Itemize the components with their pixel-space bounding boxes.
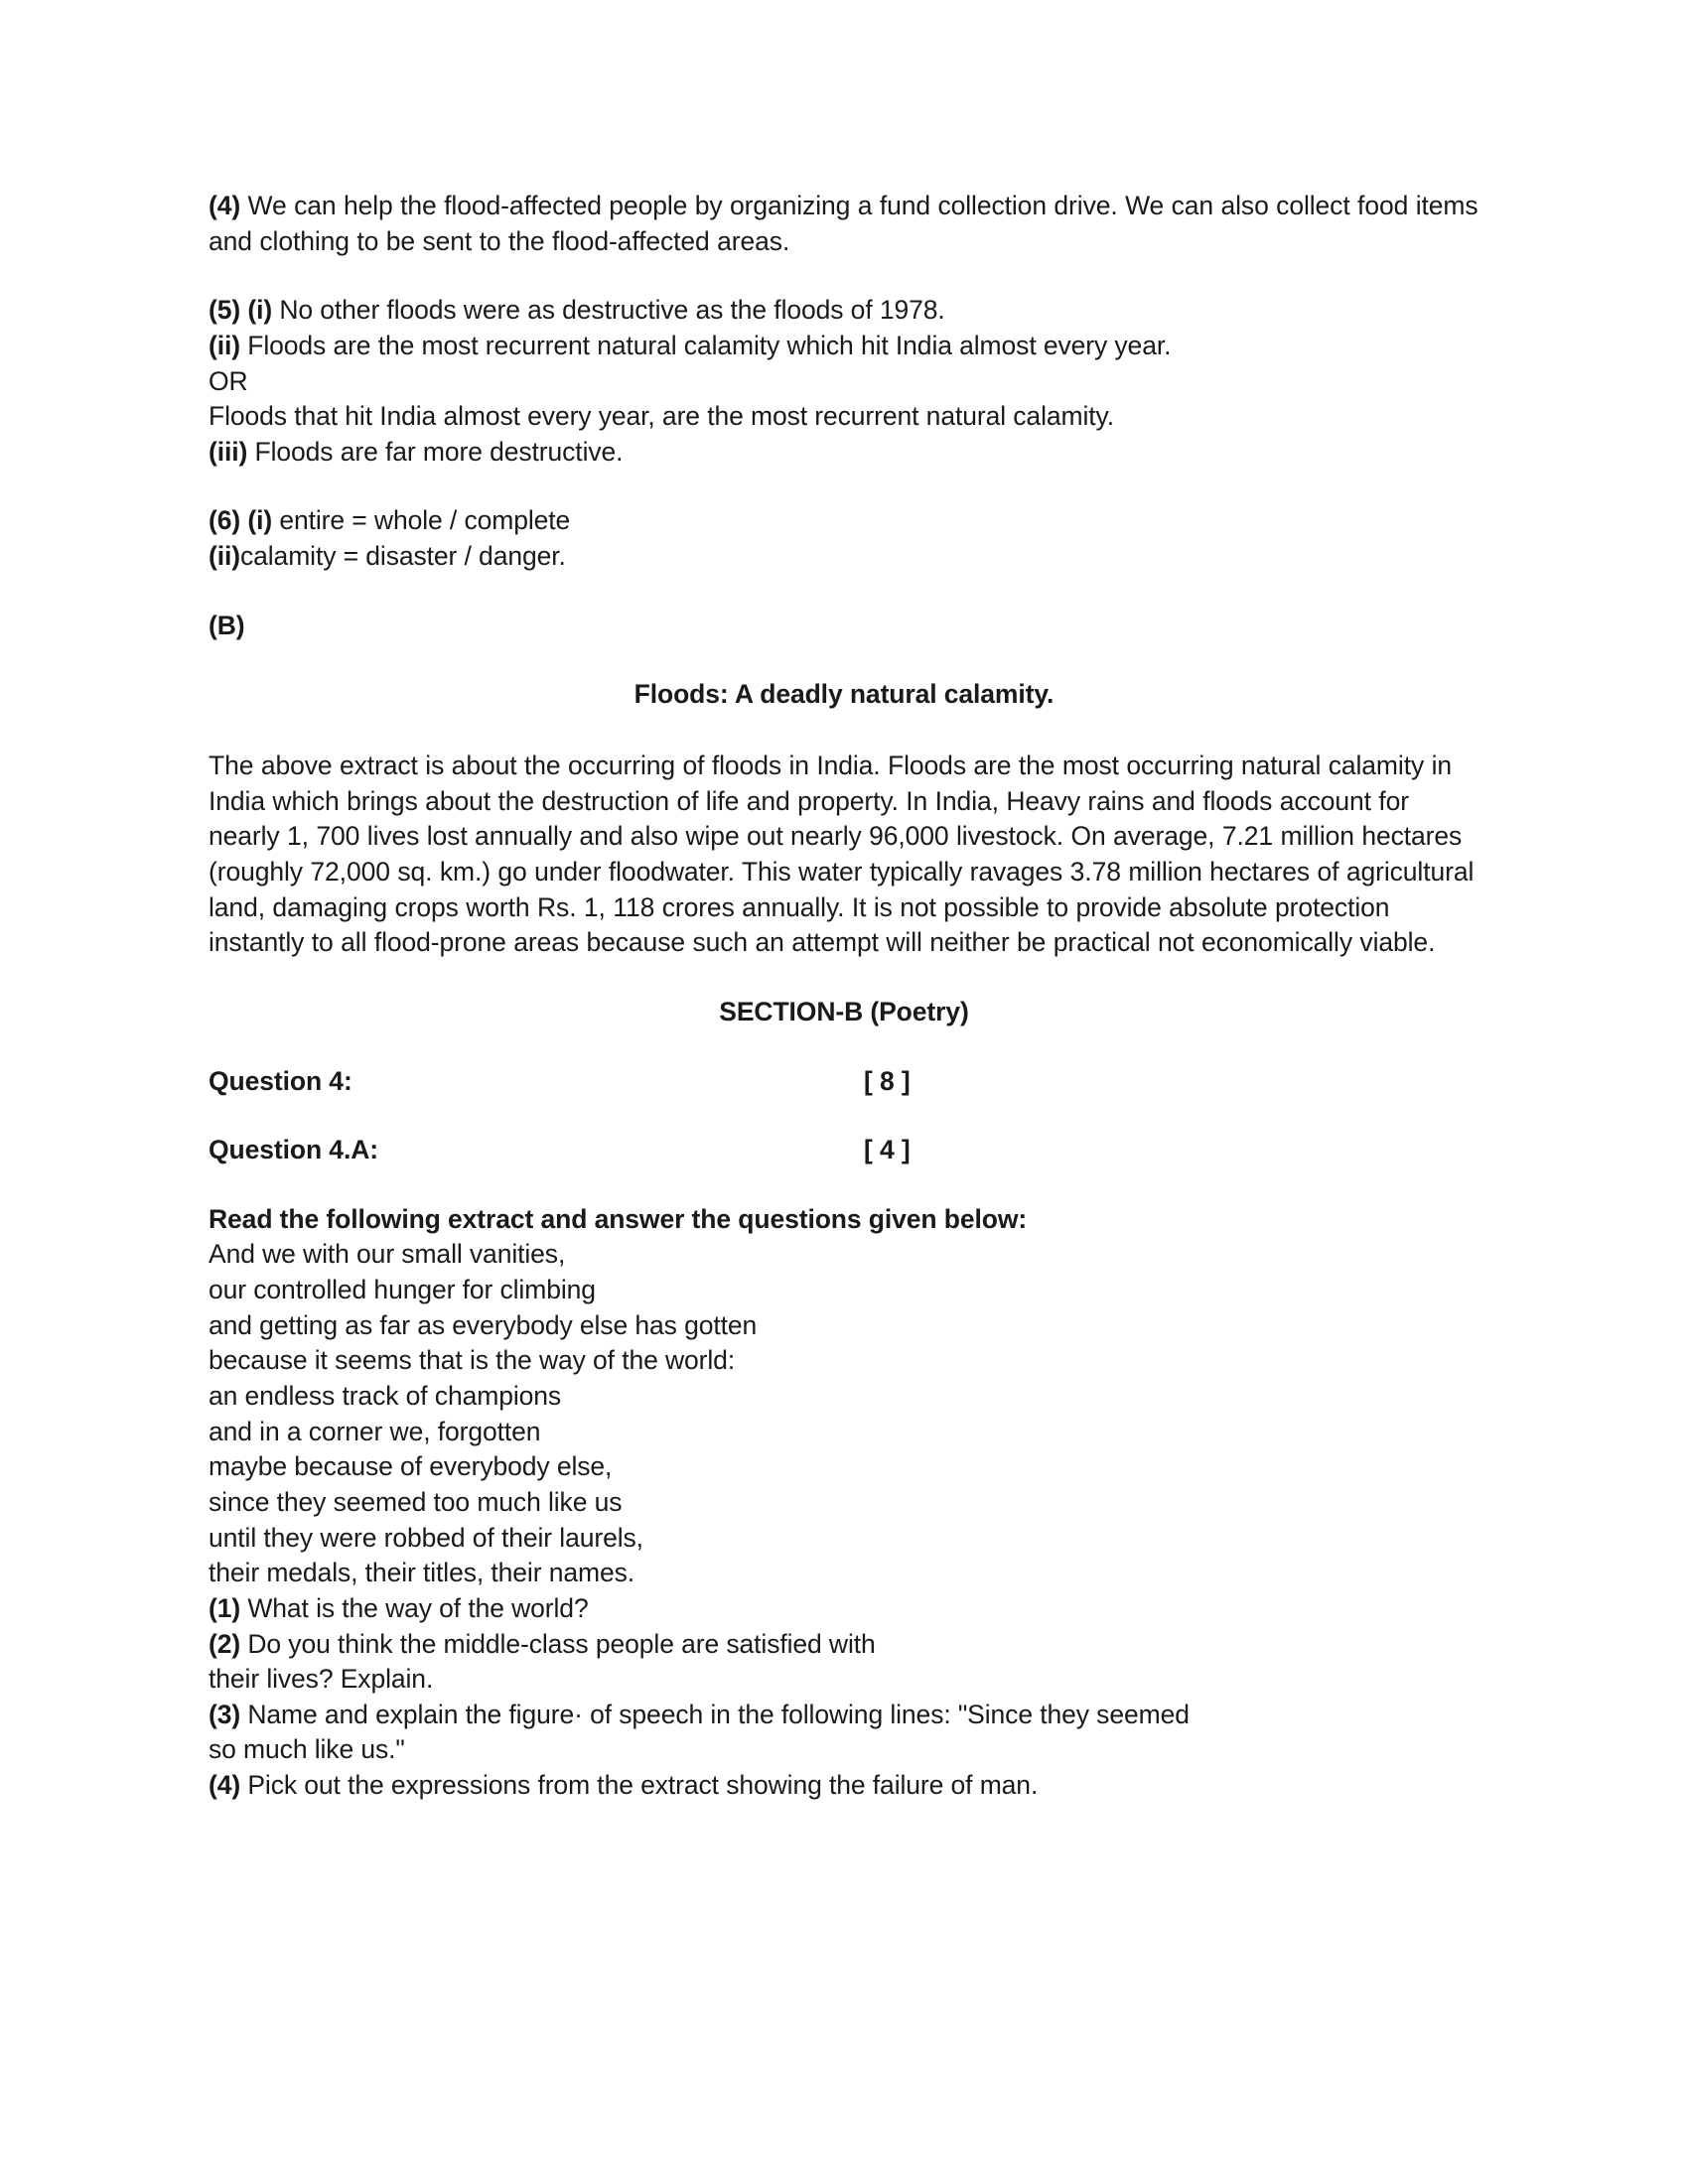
answer-5-part-ii: [209, 329, 1479, 364]
poem-line: their medals, their titles, their names.: [209, 1558, 635, 1588]
poem-line: until they were robbed of their laurels,: [209, 1522, 643, 1553]
answer-5-or-label: OR: [209, 365, 248, 396]
answer-4-number: (4): [209, 191, 241, 220]
answer-5-part-iii: [209, 435, 1479, 471]
extract-instruction: Read the following extract and answer the questions given below:: [209, 1203, 1028, 1234]
extract-question-3-cont: so much like us.": [209, 1734, 405, 1765]
extract-question-1-number: (1): [209, 1592, 241, 1623]
poem-line: And we with our small vanities,: [209, 1239, 566, 1270]
answer-5-part-i-text: No other floods were as destructive as the floods of 1978.: [272, 295, 945, 326]
extract-question-4: [209, 1768, 1479, 1804]
extract-questions: [209, 1591, 1479, 1804]
answer-5-part-i: [209, 293, 1479, 329]
question-4-row: [209, 1064, 1479, 1100]
answer-5-part-iii-number: (iii): [209, 436, 248, 467]
answer-6-group: [209, 503, 1479, 574]
answer-4-text: We can help the flood-affected people by organizing a fund collection drive. We can also collect food items and clothing to be sent to the flood-affected areas.: [209, 191, 1478, 256]
extract-question-2-cont: their lives? Explain.: [209, 1664, 434, 1695]
poem-line: maybe because of everybody else,: [209, 1451, 613, 1482]
poem-line: an endless track of champions: [209, 1381, 562, 1412]
answer-5-group: [209, 293, 1479, 470]
poem-line: our controlled hunger for climbing: [209, 1275, 596, 1305]
extract-question-1: [209, 1591, 1479, 1627]
poem-line: because it seems that is the way of the world:: [209, 1345, 736, 1376]
essay-title: Floods: A deadly natural calamity.: [633, 679, 1055, 710]
extract-question-2-text: Do you think the middle-class people are satisfied with: [240, 1628, 876, 1659]
answer-5-part-ii-text: Floods are the most recurrent natural calamity which hit India almost every year.: [239, 330, 1172, 360]
answer-5-part-iii-text: Floods are far more destructive.: [247, 436, 624, 467]
extract-question-3-number: (3): [209, 1699, 241, 1729]
extract-question-4-text: Pick out the expressions from the extract showing the failure of man.: [240, 1770, 1039, 1801]
extract-question-3-text: Name and explain the figure· of speech in the following lines: "Since they seemed: [240, 1699, 1190, 1729]
question-4-label: Question 4:: [209, 1065, 352, 1096]
answer-6-part-ii-text: calamity = disaster / danger.: [239, 541, 566, 572]
extract-question-3: [209, 1698, 1479, 1733]
essay-body: The above extract is about the occurring of floods in India. Floods are the most occurring natural calamity in India which brings about the destruction of life and property. In India, Heavy rains and floods account for nearly 1, 700 lives lost annually and also wipe out nearly 96,000 livestock. On average, 7.21 million hectares (roughly 72,000 sq. km.) go under floodwater. This water typically ravages 3.78 million hectares of agricultural land, damaging crops worth Rs. 1, 118 crores annually. It is not possible to provide absolute protection instantly to all flood-prone areas because such an attempt will neither be practical not economically viable.: [209, 751, 1475, 958]
part-b-label: [209, 609, 1479, 644]
extract-question-2-number: (2): [209, 1628, 241, 1659]
answer-6-part-i-text: entire = whole / complete: [272, 505, 571, 536]
poem-line: and getting as far as everybody else has gotten: [209, 1309, 758, 1340]
answer-6-part-ii-number: (ii): [209, 541, 240, 572]
answer-5-part-ii-number: (ii): [209, 330, 240, 360]
answer-6-number: (6) (i): [209, 505, 273, 536]
question-4-marks: [ 8 ]: [864, 1065, 911, 1096]
section-b-heading: SECTION-B (Poetry): [719, 996, 969, 1026]
poem-line: since they seemed too much like us: [209, 1486, 623, 1517]
extract-question-2: [209, 1627, 1479, 1663]
part-b-label-text: (B): [209, 610, 245, 640]
poem-line: and in a corner we, forgotten: [209, 1416, 541, 1446]
question-4a-label: Question 4.A:: [209, 1135, 378, 1165]
question-4a-marks: [ 4 ]: [864, 1135, 911, 1165]
question-4a-row: [209, 1133, 1479, 1168]
extract-question-4-number: (4): [209, 1770, 241, 1801]
extract-question-1-text: What is the way of the world?: [240, 1592, 589, 1623]
poem-extract: [209, 1237, 1479, 1590]
page-content: [199, 189, 1489, 1804]
answer-6-part-i: [209, 503, 1479, 539]
answer-5-number: (5) (i): [209, 295, 273, 326]
answer-6-part-ii: [209, 539, 1479, 575]
answer-4-paragraph: [209, 189, 1479, 259]
answer-5-or-text: Floods that hit India almost every year, are the most recurrent natural calamity.: [209, 401, 1114, 432]
